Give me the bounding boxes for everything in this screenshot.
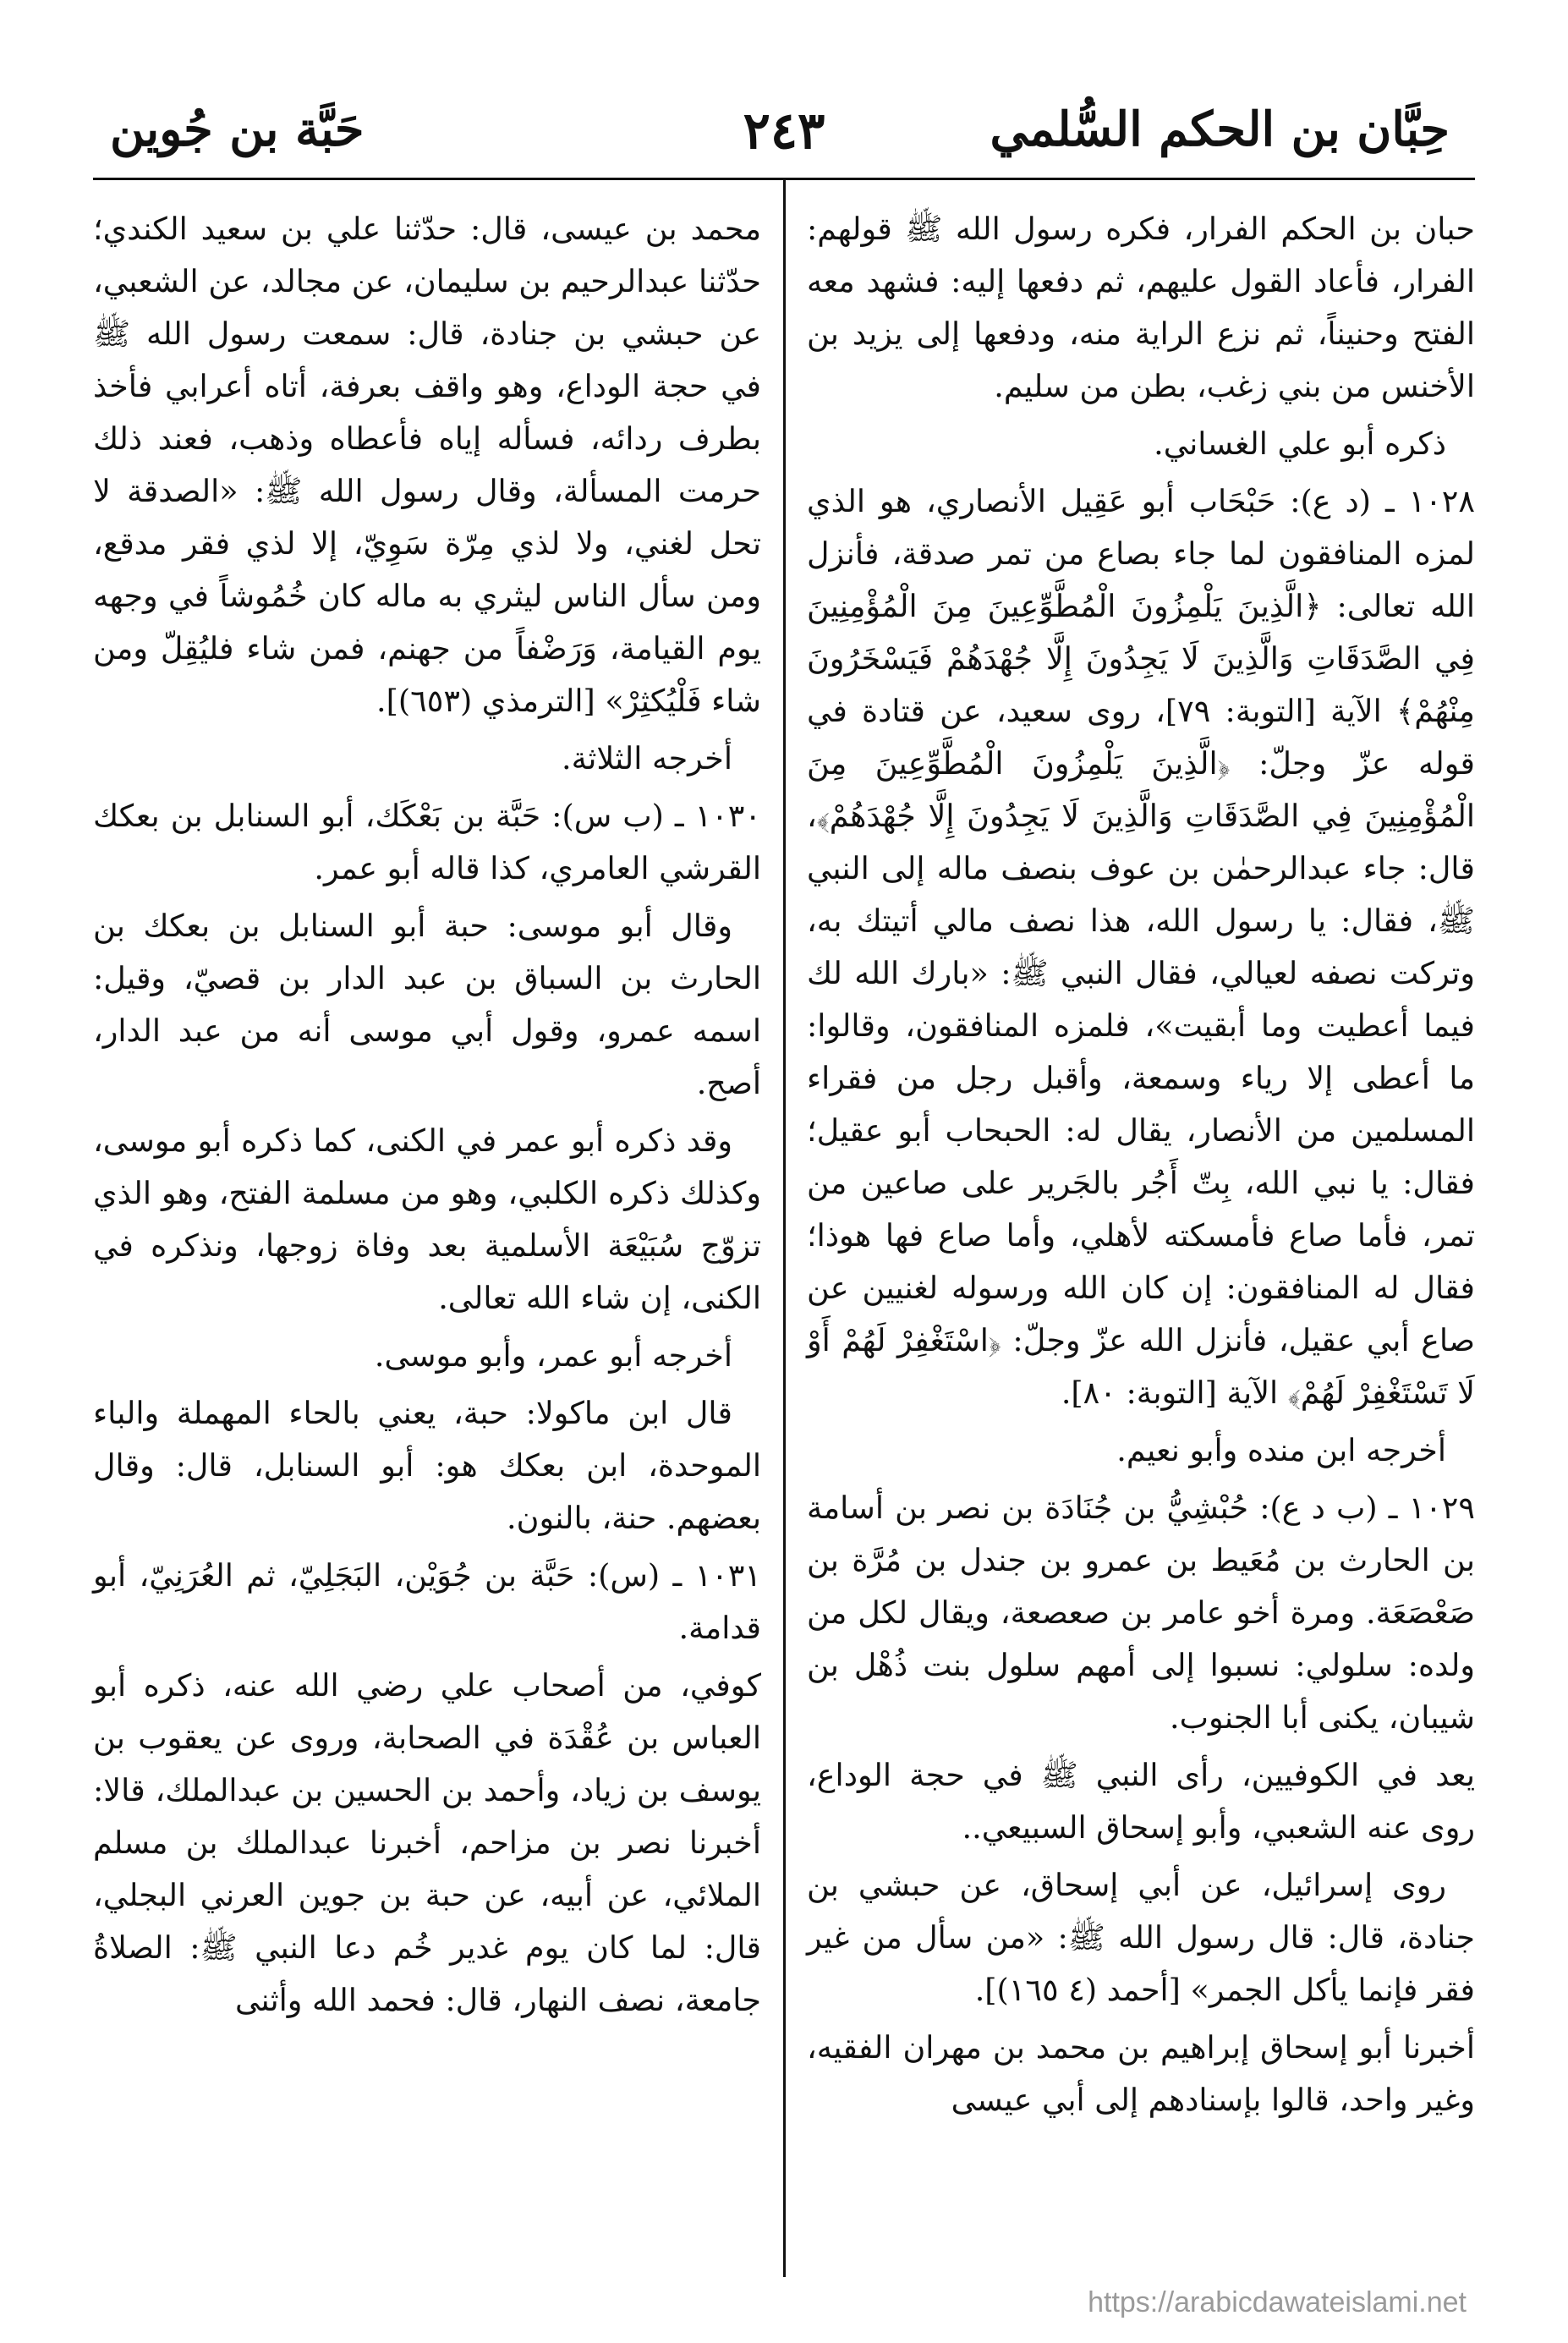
paragraph: أخرجه ابن منده وأبو نعيم. [1116,1432,1446,1468]
entry-1028: ١٠٢٨ ـ (د ع): حَبْحَاب أبو عَقِيل الأنصاري، هو الذي لمزه المنافقون لما جاء بصاع من تمر صدقة، فأنزل الله تعالى: ﴿الَّذِينَ يَلْمِزُونَ الْمُطَّوِّعِينَ مِنَ الْمُؤْمِنِينَ فِي الصَّدَقَاتِ وَالَّذِينَ لَا يَجِدُونَ إِلَّا جُهْدَهُمْ فَيَسْخَرُونَ مِنْهُمْ﴾ الآية [التوبة: ٧٩]، روى سعيد، عن قتادة في قوله عزّ وجلّ: ﴿الَّذِينَ يَلْمِزُونَ الْمُطَّوِّعِينَ مِنَ الْمُؤْمِنِينَ فِي الصَّدَقَاتِ وَالَّذِينَ لَا يَجِدُونَ إِلَّا جُهْدَهُمْ﴾، قال: جاء عبدالرحمٰن بن عوف بنصف ماله إلى النبي ﷺ، فقال: يا رسول الله، هذا نصف مالي أتيتك به، وتركت نصفه لعيالي، فقال النبي ﷺ: «بارك الله لك فيما أعطيت وما أبقيت»، فلمزه المنافقون، وقالوا: ما أعطى إلا رياء وسمعة، وأقبل رجل من فقراء المسلمين من الأنصار، يقال له: الحبحاب أبو عقيل؛ فقال: يا نبي الله، بِتّ أَجُر بالجَرير على صاعين من تمر، فأما صاع فأمسكته لأهلي، وأما صاع فها هوذا؛ فقال له المنافقون: إن كان الله ورسوله لغنيين عن صاع أبي عقيل، فأنزل الله عزّ وجلّ: ﴿اسْتَغْفِرْ لَهُمْ أَوْ لَا تَسْتَغْفِرْ لَهُمْ﴾ الآية [التوبة: ٨٠]. [807,483,1475,1411]
paragraph: يعد في الكوفيين، رأى النبي ﷺ في حجة الوداع، روى عنه الشعبي، وأبو إسحاق السبيعي.. [807,1757,1475,1846]
paragraph: أخرجه الثلاثة. [562,740,732,776]
paragraph: ذكره أبو علي الغساني. [1154,425,1446,462]
watermark-url: https://arabicdawateislami.net [1088,2286,1467,2318]
paragraph: أخبرنا أبو إسحاق إبراهيم بن محمد بن مهران الفقيه، وغير واحد، قالوا بإسنادهم إلى أبي عيسى [807,2029,1475,2118]
running-header [93,85,1475,178]
entry-1030: ١٠٣٠ ـ (ب س): حَبَّة بن بَعْكَك، أبو السنابل بن بعكك القرشي العامري، كذا قاله أبو عمر. [93,798,761,886]
entry-1031: ١٠٣١ ـ (س): حَبَّة بن جُوَيْن، البَجَلِيّ، ثم العُرَنِيّ، أبو قدامة. [93,1557,761,1646]
right-column [807,203,1475,2132]
paragraph: كوفي، من أصحاب علي رضي الله عنه، ذكره أبو العباس بن عُقْدَة في الصحابة، وروى عن يعقوب بن يوسف بن زياد، وأحمد بن الحسين بن عبدالملك، قالا: أخبرنا نصر بن مزاحم، أخبرنا عبدالملك بن مسلم الملائي، عن أبيه، عن حبة بن جوين العرني البجلي، قال: لما كان يوم غدير خُم دعا النبي ﷺ: الصلاةُ جامعة، نصف النهار، قال: فحمد الله وأثنى [93,1667,761,2018]
paragraph: محمد بن عيسى، قال: حدّثنا علي بن سعيد الكندي؛ حدّثنا عبدالرحيم بن سليمان، عن مجالد، عن الشعبي، عن حبشي بن جنادة، قال: سمعت رسول الله ﷺ في حجة الوداع، وهو واقف بعرفة، أتاه أعرابي فأخذ بطرف ردائه، فسأله إياه فأعطاه وذهب، فعند ذلك حرمت المسألة، وقال رسول الله ﷺ: «الصدقة لا تحل لغني، ولا لذي مِرّة سَوِيّ، إلا لذي فقر مدقع، ومن سأل الناس ليثري به ماله كان خُمُوشاً في وجهه يوم القيامة، وَرَضْفاً من جهنم، فمن شاء فليُقِلّ ومن شاء فَلْيُكثِرْ» [الترمذي (٦٥٣)]. [93,211,761,719]
header-right-title: حِبَّان بن الحكم السُّلمي [990,102,1450,157]
paragraph: حبان بن الحكم الفرار، فكره رسول الله ﷺ قولهم: الفرار، فأعاد القول عليهم، ثم دفعها إليه: فشهد معه الفتح وحنيناً، ثم نزع الراية منه، ودفعها إلى يزيد بن الأخنس من بني زغب، بطن من سليم. [807,211,1475,404]
header-left-title: حَبَّة بن جُوين [110,102,365,157]
paragraph: أخرجه أبو عمر، وأبو موسى. [374,1337,732,1374]
paragraph: روى إسرائيل، عن أبي إسحاق، عن حبشي بن جنادة، قال: قال رسول الله ﷺ: «من سأل من غير فقر فإنما يأكل الجمر» [أحمد (٤ ١٦٥)]. [807,1867,1475,2008]
left-column [93,203,761,2032]
paragraph: وقال أبو موسى: حبة أبو السنابل بن بعكك بن الحارث بن السباق بن عبد الدار بن قصيّ، وقيل: اسمه عمرو، وقول أبي موسى أنه من عبد الدار، أصح. [93,908,761,1101]
page-number: ٢٤٣ [743,102,825,161]
entry-1029: ١٠٢٩ ـ (ب د ع): حُبْشِيُّ بن جُنَادَة بن نصر بن أسامة بن الحارث بن مُعَيط بن عمرو بن جندل بن مُرَّة بن صَعْصَعَة. ومرة أخو عامر بن صعصعة، ويقال لكل من ولده: سلولي: نسبوا إلى أمهم سلول بنت ذُهْل بن شيبان، يكنى أبا الجنوب. [807,1490,1475,1736]
paragraph: وقد ذكره أبو عمر في الكنى، كما ذكره أبو موسى، وكذلك ذكره الكلبي، وهو من مسلمة الفتح، وهو الذي تزوّج سُبَيْعَة الأسلمية بعد وفاة زوجها، ونذكره في الكنى، إن شاء الله تعالى. [93,1122,761,1316]
column-divider [783,179,786,2277]
paragraph: قال ابن ماكولا: حبة، يعني بالحاء المهملة والباء الموحدة، ابن بعكك هو: أبو السنابل، قال: وقال بعضهم. حنة، بالنون. [93,1395,761,1536]
